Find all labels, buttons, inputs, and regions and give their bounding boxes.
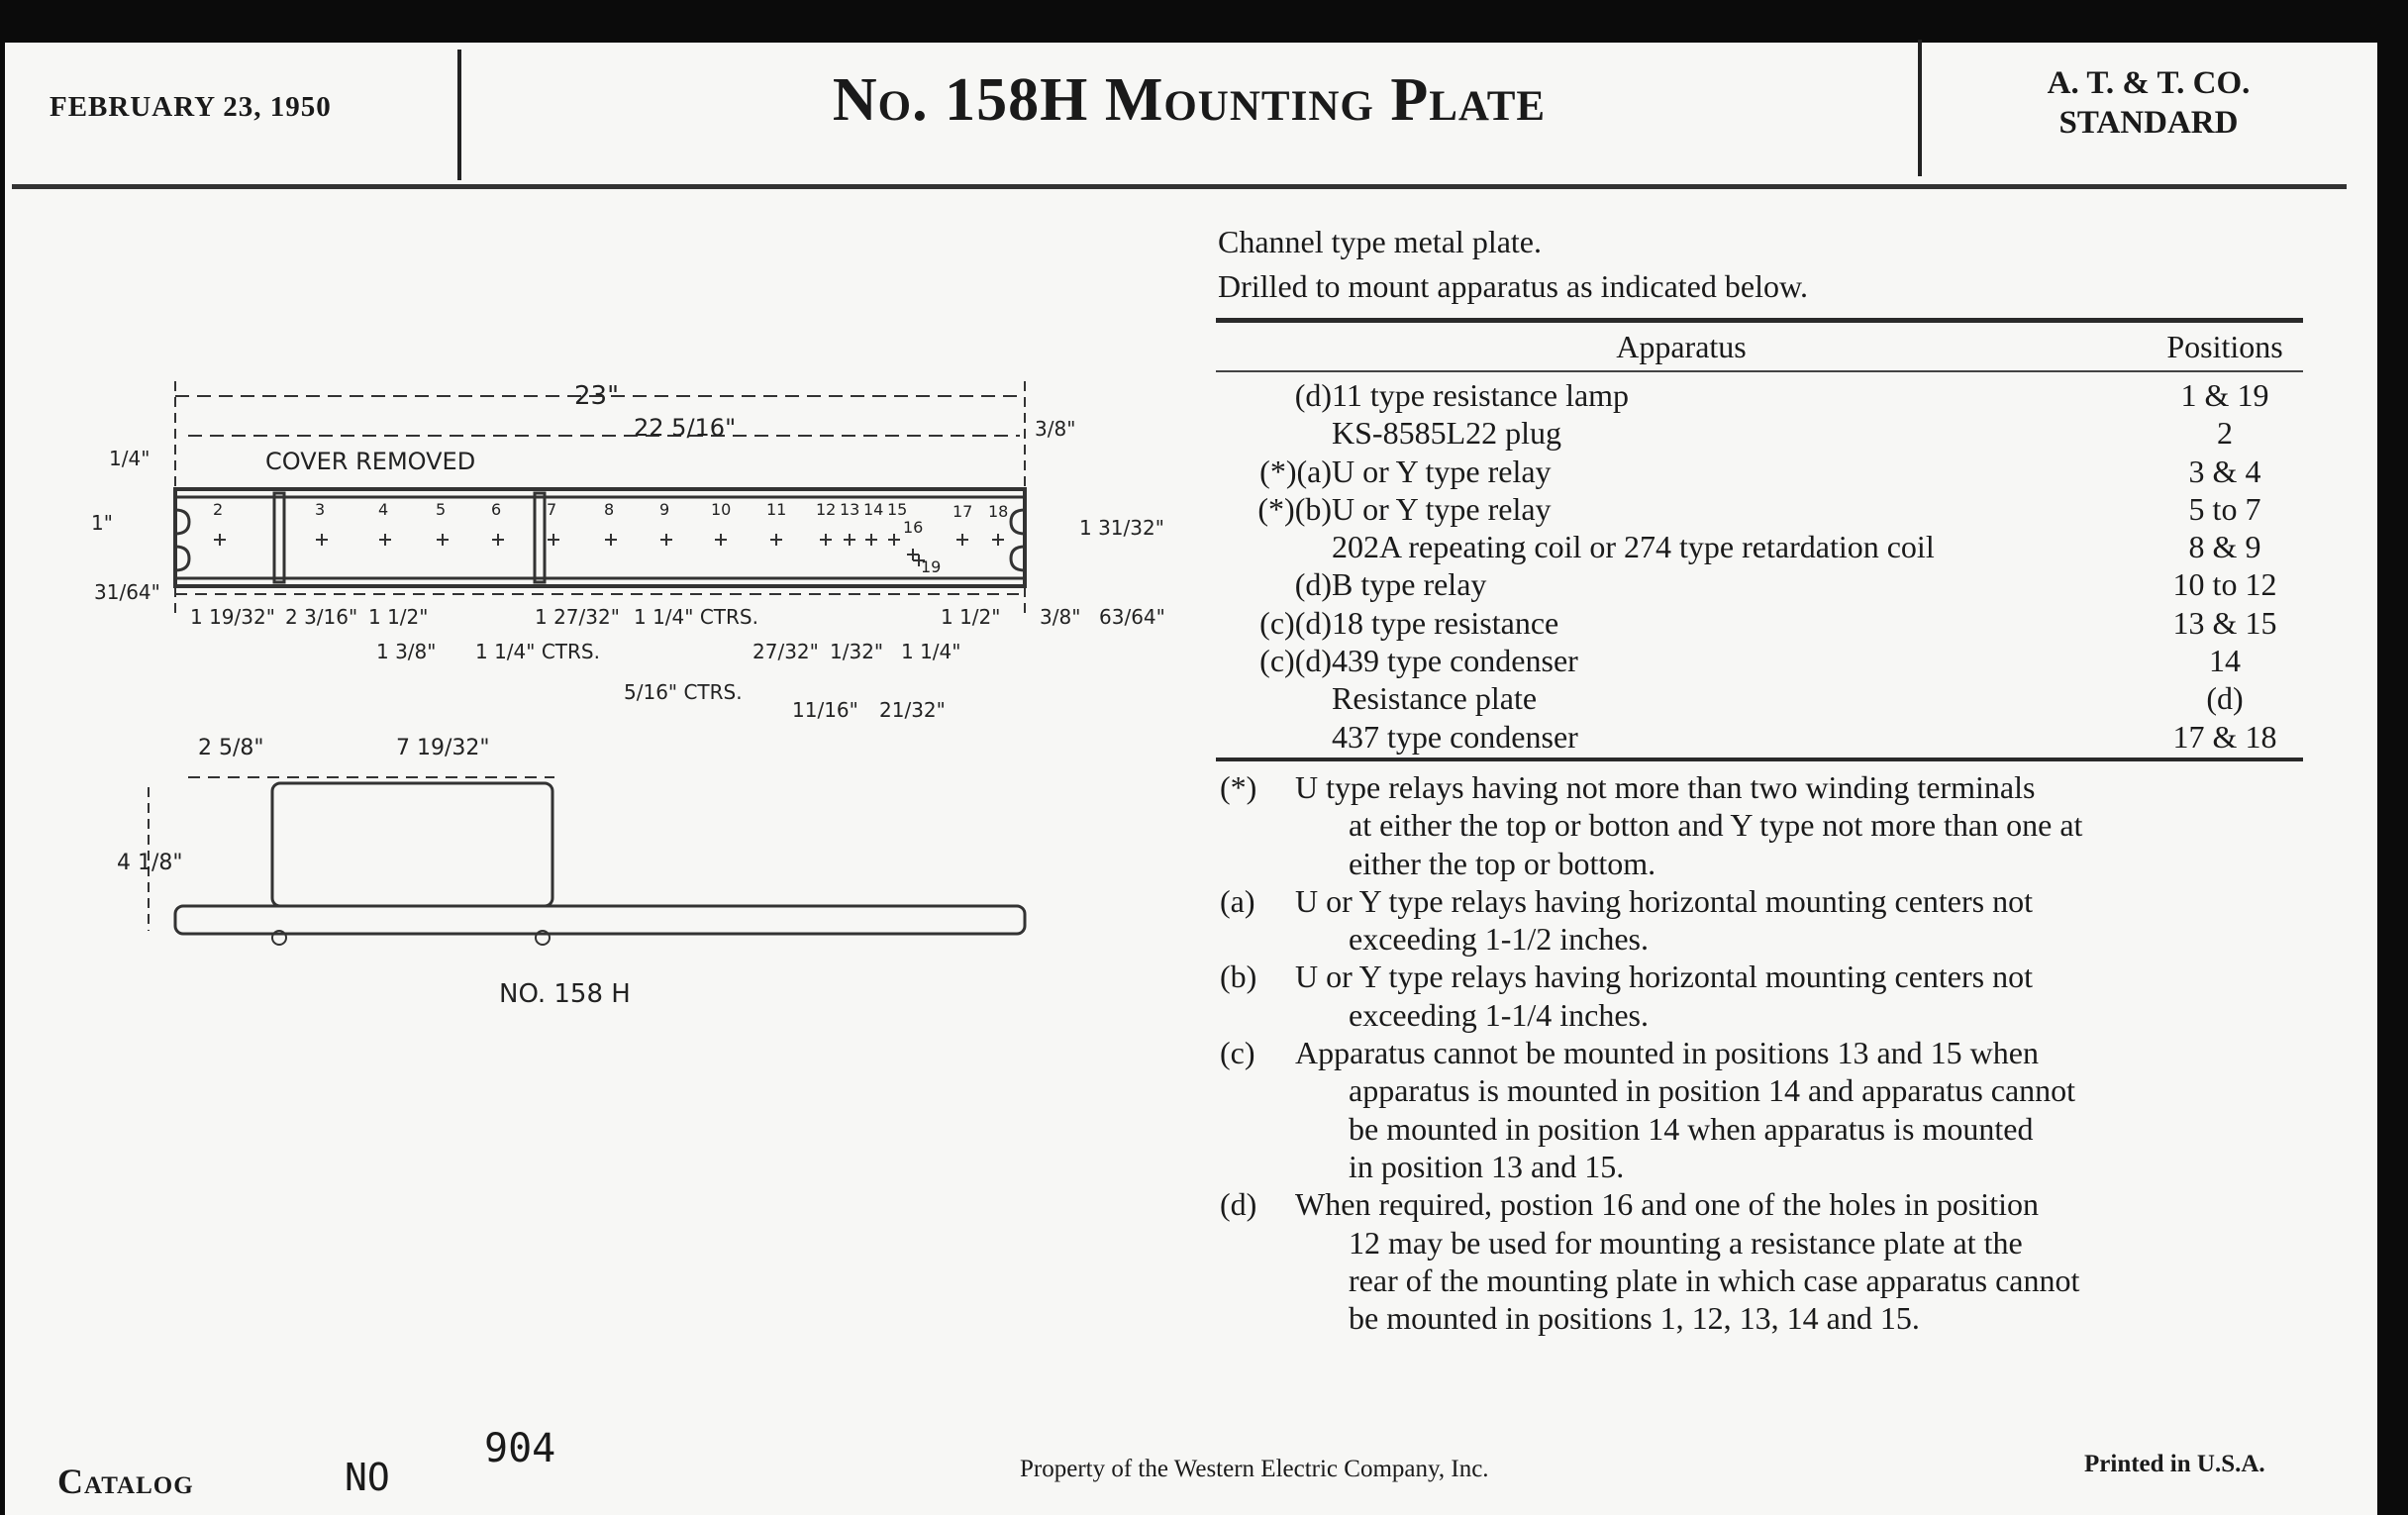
mounting-hole-mark	[660, 534, 672, 546]
row-positions: 17 & 18	[2172, 718, 2277, 755]
printed-notice: Printed in U.S.A.	[2084, 1451, 2265, 1477]
mounting-hole-mark	[548, 534, 559, 546]
table-row	[1216, 453, 2303, 490]
document-date: FEBRUARY 23, 1950	[50, 91, 332, 123]
table-header	[1216, 323, 2303, 370]
mounting-hole-mark	[865, 534, 877, 546]
row-apparatus: KS-8585L22 plug	[1332, 415, 1561, 452]
row-apparatus: 11 type resistance lamp	[1332, 377, 1630, 413]
mounting-hole-mark	[316, 534, 328, 546]
dim-label: 3/8"	[1040, 605, 1081, 629]
footnote-line: apparatus is mounted in position 14 and apparatus cannot	[1349, 1072, 2076, 1109]
dim-label: 22 5/16"	[634, 414, 737, 442]
drawing-caption: NO. 158 H	[499, 979, 631, 1009]
position-number: 6	[491, 500, 502, 519]
footnote-label: (c)	[1220, 1035, 1255, 1071]
footnote-line: When required, postion 16 and one of the holes in position	[1295, 1186, 2039, 1223]
position-number: 17	[953, 502, 973, 521]
footnote-line: U type relays having not more than two winding terminals	[1295, 769, 2036, 805]
dim-label: 1 3/8"	[376, 640, 437, 663]
row-note-refs	[1216, 528, 1332, 565]
standard-label	[1921, 63, 2376, 143]
table-row	[1216, 565, 2303, 603]
row-apparatus: 437 type condenser	[1332, 718, 1578, 755]
footnote-label: (*)	[1220, 769, 1257, 805]
dim-label: 63/64"	[1099, 605, 1165, 629]
dim-label: 1 1/2"	[941, 605, 1001, 629]
row-apparatus: Resistance plate	[1332, 680, 1538, 717]
footnote	[1220, 958, 2305, 1034]
footnote-line: be mounted in position 14 when apparatus is mounted	[1349, 1110, 2034, 1147]
dim-label: 1 27/32"	[535, 605, 620, 629]
mounting-hole-mark	[605, 534, 617, 546]
catalog-number: 904	[484, 1426, 556, 1471]
table-rule	[1216, 758, 2303, 761]
property-notice: Property of the Western Electric Company, Inc.	[1020, 1456, 1489, 1482]
mounting-hole-mark	[770, 534, 782, 546]
footnote-line: either the top or bottom.	[1349, 845, 1656, 881]
dim-label: 23"	[574, 381, 620, 411]
row-note-refs: (*)(a)	[1259, 453, 1332, 489]
dim-label: 21/32"	[879, 698, 946, 722]
dim-label: 1"	[91, 511, 113, 535]
position-number: 19	[921, 557, 942, 576]
row-apparatus: 202A repeating coil or 274 type retardation coil	[1332, 529, 1935, 565]
row-positions: 2	[2217, 415, 2233, 452]
mounting-hole-mark	[888, 534, 900, 546]
footnote-label: (d)	[1220, 1186, 1257, 1223]
footnote-line: be mounted in positions 1, 12, 13, 14 and 15.	[1349, 1300, 1920, 1337]
side-view-base	[175, 906, 1025, 934]
footnote	[1220, 882, 2305, 959]
cover-removed-label: COVER REMOVED	[265, 448, 476, 475]
footnote	[1220, 768, 2305, 882]
position-number: 12	[816, 500, 837, 519]
row-note-refs: (c)(d)	[1259, 643, 1332, 679]
col-apparatus: Apparatus	[1616, 328, 1747, 364]
row-note-refs: (d)	[1294, 377, 1332, 413]
catalog-no-label: NO	[345, 1456, 390, 1499]
row-apparatus: 439 type condenser	[1332, 643, 1578, 679]
position-number: 8	[604, 500, 615, 519]
dim-label: 1 1/4"	[901, 640, 961, 663]
mounting-hole-mark	[214, 534, 226, 546]
row-apparatus: U or Y type relay	[1332, 490, 1552, 527]
position-number: 4	[378, 500, 389, 519]
row-positions: 5 to 7	[2188, 490, 2261, 527]
footnote	[1220, 1185, 2305, 1337]
page-title: No. 158H Mounting Plate	[832, 66, 1547, 134]
footnote-line: rear of the mounting plate in which case apparatus cannot	[1349, 1262, 2080, 1298]
side-view-cover	[272, 783, 552, 906]
position-number: 10	[711, 500, 732, 519]
footnote-label: (b)	[1220, 959, 1257, 995]
footnote-line: Apparatus cannot be mounted in positions 13 and 15 when	[1295, 1035, 2039, 1071]
mounting-hole-mark	[715, 534, 727, 546]
dim-label: 1/4"	[109, 447, 150, 470]
position-number: 13	[840, 500, 860, 519]
table-row	[1216, 376, 2303, 414]
apparatus-table	[1216, 318, 2303, 761]
row-positions: 10 to 12	[2172, 566, 2277, 603]
dim-label: 1 1/2"	[368, 605, 429, 629]
footnote-line: exceeding 1-1/2 inches.	[1349, 921, 1649, 958]
dim-label: 31/64"	[94, 580, 160, 604]
footnote-line: U or Y type relays having horizontal mounting centers not	[1295, 882, 2033, 919]
row-apparatus: U or Y type relay	[1332, 453, 1552, 489]
footnote-line: 12 may be used for mounting a resistance plate at the	[1349, 1224, 2023, 1261]
row-positions: 1 & 19	[2180, 377, 2269, 413]
table-row	[1216, 528, 2303, 565]
position-number: 7	[547, 500, 557, 519]
mounting-plate-drawing	[0, 0, 1188, 1050]
dim-label: 7 19/32"	[396, 736, 490, 760]
table-row	[1216, 604, 2303, 642]
position-number: 18	[988, 502, 1009, 521]
intro-text	[1218, 220, 1808, 309]
table-row	[1216, 642, 2303, 679]
row-positions: (d)	[2206, 680, 2244, 717]
row-positions: 8 & 9	[2188, 529, 2261, 565]
footnote-line: U or Y type relays having horizontal mounting centers not	[1295, 959, 2033, 995]
row-note-refs: (c)(d)	[1259, 604, 1332, 641]
table-row	[1216, 679, 2303, 717]
standard-line: A. T. & T. CO.	[2047, 65, 2251, 101]
position-number: 9	[659, 500, 670, 519]
dim-label: 2 3/16"	[285, 605, 358, 629]
row-note-refs	[1216, 718, 1332, 756]
mounting-hole-mark	[907, 549, 919, 560]
row-note-refs	[1216, 679, 1332, 717]
table-row	[1216, 490, 2303, 528]
dim-label: 5/16" CTRS.	[624, 680, 743, 704]
dim-label: 1 1/4" CTRS.	[475, 640, 600, 663]
dim-label: 4 1/8"	[117, 851, 183, 875]
table-row	[1216, 414, 2303, 452]
position-number: 3	[315, 500, 326, 519]
row-positions: 13 & 15	[2172, 604, 2277, 641]
footnotes	[1220, 768, 2305, 1337]
mounting-hole-mark	[992, 534, 1004, 546]
row-note-refs: (d)	[1294, 566, 1332, 603]
standard-line: STANDARD	[2058, 105, 2239, 141]
dim-label: 2 5/8"	[198, 736, 264, 760]
footnote-line: exceeding 1-1/4 inches.	[1349, 996, 1649, 1033]
mounting-hole-mark	[844, 534, 855, 546]
mounting-hole-mark	[820, 534, 832, 546]
position-number: 5	[436, 500, 447, 519]
row-positions: 3 & 4	[2188, 453, 2261, 489]
mounting-hole-mark	[437, 534, 449, 546]
mounting-hole-mark	[492, 534, 504, 546]
dim-label: 3/8"	[1035, 417, 1076, 441]
dim-label: 1/32"	[830, 640, 884, 663]
dim-label: 1 19/32"	[190, 605, 275, 629]
catalog-label: Catalog	[57, 1462, 194, 1501]
footnote	[1220, 1034, 2305, 1185]
intro-line: Channel type metal plate.	[1218, 224, 1542, 259]
row-apparatus: 18 type resistance	[1332, 604, 1559, 641]
position-number: 11	[766, 500, 787, 519]
footnote-line: in position 13 and 15.	[1349, 1148, 1625, 1184]
footnote-label: (a)	[1220, 882, 1255, 919]
col-positions: Positions	[2166, 328, 2283, 364]
mounting-hole-mark	[379, 534, 391, 546]
row-apparatus: B type relay	[1332, 566, 1487, 603]
position-number: 14	[863, 500, 884, 519]
table-body	[1216, 372, 2303, 756]
position-number: 2	[213, 500, 224, 519]
dim-label: 11/16"	[792, 698, 858, 722]
dim-label: 1 1/4" CTRS.	[634, 605, 758, 629]
dim-label: 1 31/32"	[1079, 516, 1164, 540]
row-positions: 14	[2209, 643, 2241, 679]
row-note-refs	[1216, 414, 1332, 452]
footnote-line: at either the top or botton and Y type not more than one at	[1349, 807, 2083, 844]
dim-label: 27/32"	[752, 640, 819, 663]
row-note-refs: (*)(b)	[1257, 490, 1332, 527]
position-number: 16	[903, 518, 924, 537]
position-number: 15	[887, 500, 908, 519]
table-row	[1216, 718, 2303, 756]
intro-line: Drilled to mount apparatus as indicated below.	[1218, 268, 1808, 304]
mounting-hole-mark	[956, 534, 968, 546]
